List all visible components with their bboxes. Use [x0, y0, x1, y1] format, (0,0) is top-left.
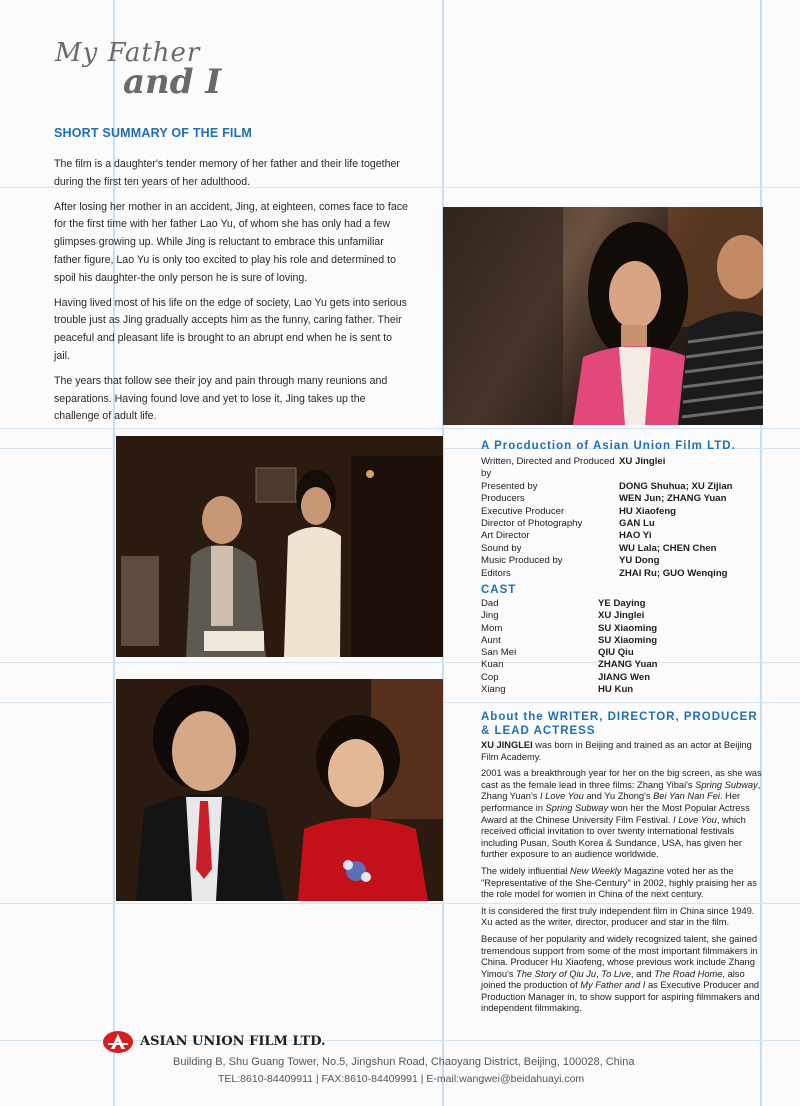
credit-role: Xiang — [481, 684, 506, 696]
cast-heading: CAST — [481, 584, 517, 596]
credit-row — [481, 610, 781, 622]
film-title-italic: To Live — [601, 968, 631, 979]
credit-role: Music Produced by — [481, 555, 563, 567]
credit-role: Art Director — [481, 530, 530, 542]
film-still-couple-art — [116, 679, 443, 901]
film-title-italic: The Road Home — [654, 968, 723, 979]
film-title-italic: Bei Yan Nan Fei — [653, 791, 720, 802]
credit-row — [481, 568, 781, 580]
about-text-span: was born in Beijing and trained as an actor at Beijing Film Academy. — [481, 740, 752, 762]
title-line-2: and I — [123, 62, 222, 102]
about-body — [481, 740, 763, 1020]
footer-contact: TEL:8610-84409911 | FAX:8610-84409991 | E-mail:wangwei@beidahuayi.com — [218, 1073, 585, 1085]
credit-name: QIU Qiu — [598, 647, 634, 659]
about-name: XU JINGLEI — [481, 740, 533, 750]
about-text-span: . Her performance in — [481, 791, 741, 813]
credit-role: Editors — [481, 567, 511, 579]
magazine-title-italic: New Weekly — [569, 865, 622, 876]
credit-name: HU Xiaofeng — [619, 505, 677, 517]
credit-name: XU Jinglei — [619, 456, 666, 467]
film-still-jing-art — [443, 207, 763, 425]
credit-role: Executive Producer — [481, 505, 565, 517]
about-text-span: , Zhang Yuan's — [481, 779, 761, 802]
credit-row — [481, 493, 781, 505]
credit-row — [481, 530, 781, 542]
credit-role: Aunt — [481, 634, 501, 646]
cast-list — [481, 598, 781, 696]
credit-role: Mom — [481, 622, 503, 634]
title-line-1: My Father — [55, 38, 201, 68]
film-title-italic: My Father and I — [580, 980, 646, 991]
about-text-span: Because of her popularity and widely recognized talent, she gained tremendous support from some of the most important filmmakers in China. Producer Hu Xiaofeng, whose previous work include Zhang Yimou's — [481, 933, 758, 979]
credit-row — [481, 635, 781, 647]
credit-role: Dad — [481, 598, 499, 609]
credit-name: SU Xiaoming — [598, 622, 658, 634]
credit-name: GAN Lu — [619, 518, 655, 530]
credit-row — [481, 481, 781, 493]
summary-paragraph: After losing her mother in an accident, Jing, at eighteen, comes face to face for the first time with her father Lao Yu, of whom she has only had a few glimpses growing up. While Jing is reluctant to embrace this unfamiliar father figure, Lao Yu is only too excited to play his role and determined to spoil his daughter-the only person he is sure of loving. — [54, 200, 408, 284]
credit-name: JIANG Wen — [598, 671, 651, 683]
footer-company-name: ASIAN UNION FILM LTD. — [140, 1034, 326, 1049]
about-text-span: , and — [630, 968, 655, 979]
film-title-italic: I Love You — [673, 814, 717, 825]
about-text-span: , — [596, 968, 602, 979]
film-still-couple — [116, 679, 443, 901]
about-paragraph — [481, 740, 763, 763]
film-title-logo — [55, 38, 221, 102]
film-still-father-daughter-art — [116, 436, 443, 657]
credit-role: Written, Directed and Produced by — [481, 456, 615, 480]
about-text-span: The widely influential — [481, 865, 570, 876]
credit-name: WEN Jun; ZHANG Yuan — [619, 493, 727, 505]
film-title-italic: Spring Subway — [695, 779, 758, 790]
credit-name: HU Kun — [598, 684, 634, 696]
asian-union-logo-icon — [102, 1030, 134, 1054]
summary-paragraph: The film is a daughter's tender memory of her father and their life together during the first ten years of her adulthood. — [54, 158, 400, 188]
about-paragraph — [481, 768, 763, 861]
credit-row — [481, 518, 781, 530]
credit-row — [481, 598, 781, 610]
credit-name: ZHANG Yuan — [598, 659, 658, 671]
credit-row — [481, 456, 781, 481]
credit-name: YU Dong — [619, 555, 660, 567]
credit-name: XU Jinglei — [598, 610, 645, 622]
footer-address: Building B, Shu Guang Tower, No.5, Jingshun Road, Chaoyang District, Beijing, 100028, China — [173, 1056, 635, 1068]
credit-role: Cop — [481, 671, 499, 683]
about-text-span: , which received official invitation to over twenty international festivals including Pusan, South Korea & Sundance, USA, has given her further exposure to an audience worldwide. — [481, 814, 746, 860]
film-title-italic: The Story of Qiu Ju — [516, 968, 597, 979]
about-text-span: won her the Most Popular Actress Award at the Chinese University Film Festival. — [481, 802, 750, 825]
film-still-jing — [443, 207, 763, 425]
credit-role: San Mei — [481, 647, 517, 659]
about-paragraph — [481, 866, 763, 901]
credit-name: HAO Yi — [619, 530, 652, 542]
about-heading: About the WRITER, DIRECTOR, PRODUCER & LEAD ACTRESS — [481, 711, 758, 737]
credit-role: Kuan — [481, 659, 504, 671]
credit-role: Director of Photography — [481, 518, 583, 530]
summary-body — [54, 156, 410, 433]
credit-role: Jing — [481, 610, 499, 622]
credit-name: DONG Shuhua; XU Zijian — [619, 480, 733, 492]
credit-role: Sound by — [481, 542, 522, 554]
credit-row — [481, 659, 781, 671]
about-text-span: 2001 was a breakthrough year for her on the big screen, as she was cast as the female lead in three films: Zhang Yibai's — [481, 768, 762, 790]
about-text-span: Magazine voted her as the "Representative of the She-Century" in 2002, highly praising her as the role model for women in China of the next century. — [481, 865, 757, 900]
credit-role: Presented by — [481, 480, 538, 492]
credit-row — [481, 684, 781, 696]
summary-paragraph: The years that follow see their joy and pain through many reunions and separations. Having found love and yet to lose it, Jing takes up the challenge of adult life. — [54, 374, 388, 423]
credit-row — [481, 623, 781, 635]
production-heading: A Procduction of Asian Union Film LTD. — [481, 440, 736, 452]
about-text-span: , also joined the production of — [481, 968, 745, 991]
credit-name: WU Lala; CHEN Chen — [619, 542, 717, 554]
about-paragraph: It is considered the first truly independent film in China since 1949. Xu acted as the writer, director, producer and star in the film. — [481, 905, 755, 928]
summary-heading: SHORT SUMMARY OF THE FILM — [54, 126, 253, 140]
film-title-italic: Spring Subway — [545, 802, 609, 813]
credits-list — [481, 456, 781, 580]
credit-row — [481, 555, 781, 567]
credit-name: YE Daying — [598, 598, 646, 609]
film-title-italic: I Love You — [539, 791, 584, 802]
credit-row — [481, 647, 781, 659]
film-still-father-daughter — [116, 436, 443, 657]
credit-name: ZHAI Ru; GUO Wenqing — [619, 567, 728, 579]
credit-role: Producers — [481, 493, 525, 505]
about-text-span: and Yu Zhong's — [583, 791, 654, 802]
credit-row — [481, 672, 781, 684]
credit-row — [481, 543, 781, 555]
credit-row — [481, 506, 781, 518]
summary-paragraph: Having lived most of his life on the edge of society, Lao Yu gets into serious trouble just as Jing gradually accepts him as the funny, caring father. Their peaceful and pleasant life is brought to an abrupt end when he is sent to jail. — [54, 296, 407, 362]
credit-name: SU Xiaoming — [598, 634, 658, 646]
about-text-span: as Executive Producer and Production Manager in, to show support for aspiring filmmakers and independent filmmaking. — [481, 980, 760, 1014]
about-paragraph — [481, 934, 763, 1015]
